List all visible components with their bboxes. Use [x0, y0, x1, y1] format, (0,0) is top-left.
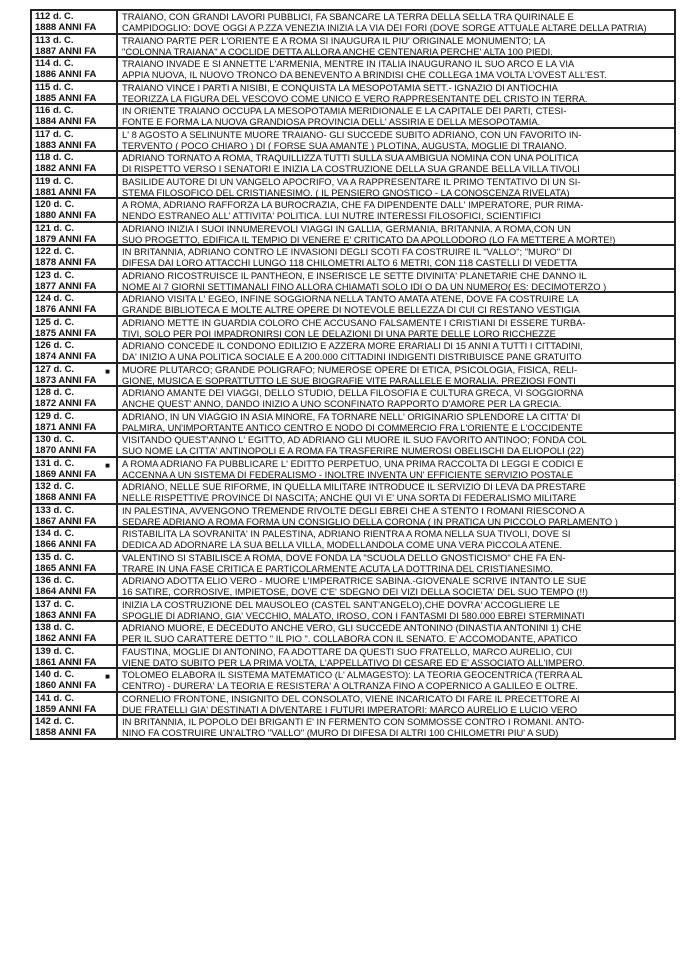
table-row [30, 35, 676, 59]
table-row [30, 599, 676, 623]
year-cell [32, 129, 118, 151]
table-row [30, 317, 676, 341]
year-label: 122 d. C. [35, 246, 75, 257]
year-label: 121 d. C. [35, 222, 75, 234]
event-line-1: ADRIANO AMANTE DEI VIAGGI, DELLO STUDIO, DELLA FILOSOFIA E CULTURA GRECA, VI SOGGIORNA [122, 387, 584, 398]
year-label: 141 d. C. [35, 692, 75, 704]
year-cell [32, 246, 118, 268]
year-cell [32, 599, 118, 621]
year-label: 116 d. C. [35, 105, 74, 116]
years-ago-label: 1876 ANNI FA [35, 304, 97, 315]
event-line-2: CENTRO) - DURERA' LA TEORIA E RESISTERA' A OLTRANZA FINO A COPERNICO A GALILEO E OLTRE. [122, 680, 578, 691]
event-line-1: TRAIANO INVADE E SI ANNETTE L'ARMENIA, MENTRE IN ITALIA INAUGURANO IL SUO ARCO E LA VIA [122, 58, 575, 69]
event-text [118, 669, 674, 691]
year-cell [32, 364, 118, 386]
table-row [30, 669, 676, 693]
event-line-2: NELLE RISPETTIVE PROVINCE DI NASCITA; ANCHE QUI VI E' UNA SORTA DI FEDERALISMO MILITARE [122, 492, 577, 503]
event-text [118, 176, 674, 198]
table-row [30, 223, 676, 247]
year-cell [32, 293, 118, 315]
event-line-1: VALENTINO SI STABILISCE A ROMA, DOVE FONDA LA "SCUOLA DELLO GNOSTICISMO" CHE FA EN- [122, 551, 566, 563]
table-row [30, 82, 676, 106]
event-line-2: DI RISPETTO VERSO I SENATORI E INIZIA LA COSTRUZIONE DELLA SUA GRANDE BELLA VILLA TIVOLI [122, 163, 580, 174]
event-text [118, 411, 674, 433]
table-row [30, 11, 676, 35]
year-label: 129 d. C. [35, 410, 75, 422]
table-row [30, 552, 676, 576]
table-row [30, 411, 676, 435]
event-text [118, 458, 674, 480]
event-line-1: VISITANDO QUEST'ANNO L' EGITTO, AD ADRIANO GLI MUORE IL SUO FAVORITO ANTINOO; FONDA COL [122, 434, 587, 445]
year-cell [32, 716, 118, 738]
event-line-2: VIENE DATO SUBITO PER LA PRIMA VOLTA, L'APPELLATIVO DI CESARE ED E' ASSOCIATO ALL'IMPERO. [122, 656, 585, 667]
years-ago-label: 1871 ANNI FA [35, 421, 97, 433]
event-line-1: BASILIDE AUTORE DI UN VANGELO APOCRIFO, VA A RAPPRESENTARE IL PRIMO TENTATIVO DI UN SI- [122, 175, 581, 187]
years-ago-label: 1862 ANNI FA [35, 633, 97, 644]
event-line-2: TIVI, SOLO PER POI IMPADRONIRSI CON LE DELAZIONI DI UNA PARTE DELLE LORO RICCHEZZE [122, 327, 556, 338]
years-ago-label: 1877 ANNI FA [35, 280, 97, 292]
year-cell [32, 11, 118, 33]
year-label: 142 d. C. [35, 716, 75, 727]
event-line-1: ADRIANO ADOTTA ELIO VERO - MUORE L'IMPERATRICE SABINA.-GIOVENALE SCRIVE INTANTO LE SUE [122, 575, 587, 586]
table-row [30, 199, 676, 223]
event-line-2: SUO PROGETTO, EDIFICA IL TEMPIO DI VENERE E' CRITICATO DA APOLLODORO (LO FA METTERE A MORTE!) [122, 233, 616, 244]
years-ago-label: 1874 ANNI FA [35, 351, 97, 362]
year-cell [32, 387, 118, 409]
event-text [118, 270, 674, 292]
event-line-1: ADRIANO INIZIA I SUOI INNUMEREVOLI VIAGGI IN GALLIA, GERMANIA, BRITANNIA. A ROMA,CON UN [122, 222, 571, 234]
event-text [118, 716, 674, 738]
year-label: 140 d. C. [35, 669, 75, 680]
years-ago-label: 1880 ANNI FA [35, 210, 97, 221]
year-cell [32, 575, 118, 597]
year-cell [32, 622, 118, 644]
event-line-1: TRAIANO, CON GRANDI LAVORI PUBBLICI, FA SBANCARE LA TERRA DELLA SELLA TRA QUIRINALE E [122, 11, 574, 22]
year-label: 137 d. C. [35, 598, 75, 610]
year-cell [32, 199, 118, 221]
event-text [118, 528, 674, 550]
years-ago-label: 1859 ANNI FA [35, 703, 97, 715]
event-line-2: DEDICA AD ADORNARE LA SUA BELLA VILLA, MODELLANDOLA COME UNA VERA PICCOLA ATENE. [122, 539, 563, 550]
event-text [118, 481, 674, 503]
year-label: 136 d. C. [35, 575, 75, 586]
event-line-1: IN BRITANNIA, IL POPOLO DEI BRIGANTI E' IN FERMENTO CON SOMMOSSE CONTRO I ROMANI. ANTO- [122, 716, 585, 727]
years-ago-label: 1870 ANNI FA [35, 445, 97, 456]
event-line-2: ANCHE QUEST' ANNO, DANDO INIZIO A UNO SCONFINATO RAPPORTO D'AMORE PER LA GRECIA. [122, 398, 562, 409]
event-text [118, 552, 674, 574]
event-line-1: ADRIANO CONCEDE IL CONDONO EDILIZIO E AZZERA MORE ERARIALI DI 15 ANNI A TUTTI I CITTADINI, [122, 340, 583, 351]
event-line-1: CORNELIO FRONTONE, INSIGNITO DEL CONSOLATO, VIENE INCARICATO DI FARE IL PRECETTORE AI [122, 692, 580, 704]
event-line-1: ADRIANO RICOSTRUISCE IL PANTHEON, E INSERISCE LE SETTE DIVINITA' PLANETARIE CHE DANNO IL [122, 269, 587, 281]
year-label: 128 d. C. [35, 387, 75, 398]
event-line-2: TRARE IN UNA FASE CRITICA E PARTICOLARMENTE ACUTA LA DOTTRINA DEL CRISTIANESIMO. [122, 562, 553, 573]
event-text [118, 82, 674, 104]
year-cell [32, 58, 118, 80]
event-line-2: ACCENNA A UN SISTEMA DI FEDERALISMO - INOLTRE INVENTA UN' EFFICIENTE SERVIZIO POSTALE [122, 468, 574, 479]
year-cell [32, 176, 118, 198]
event-line-1: IN BRITANNIA, ADRIANO CONTRO LE INVASIONI DEGLI SCOTI FA COSTRUIRE IL "VALLO"; "MURO" DI [122, 246, 573, 257]
year-cell [32, 105, 118, 127]
years-ago-label: 1881 ANNI FA [35, 186, 97, 198]
year-cell [32, 152, 118, 174]
event-line-1: L' 8 AGOSTO A SELINUNTE MUORE TRAIANO- GLI SUCCEDE SUBITO ADRIANO, CON UN FAVORITO IN- [122, 128, 582, 140]
table-row [30, 458, 676, 482]
table-row [30, 270, 676, 294]
event-line-1: ADRIANO, IN UN VIAGGIO IN ASIA MINORE, FA TORNARE NELL' ORIGINARIO SPLENDORE LA CITTA' DI [122, 410, 581, 422]
event-line-2: DIFESA DAI LORO ATTACCHI LUNGO 118 CHILOMETRI ALTO 6 METRI, CON 118 CASTELLI DI VEDETTA [122, 257, 578, 268]
years-ago-label: 1860 ANNI FA [35, 680, 97, 691]
event-text [118, 340, 674, 362]
event-line-1: IN PALESTINA, AVVENGONO TREMENDE RIVOLTE DEGLI EBREI CHE A STENTO I ROMANI RIESCONO A [122, 504, 585, 516]
year-cell [32, 552, 118, 574]
year-label: 113 d. C. [35, 34, 74, 46]
year-label: 115 d. C. [35, 81, 74, 93]
table-row [30, 364, 676, 388]
year-label: 118 d. C. [35, 152, 74, 163]
year-label: 139 d. C. [35, 645, 75, 657]
years-ago-label: 1866 ANNI FA [35, 539, 97, 550]
year-label: 138 d. C. [35, 622, 75, 633]
event-line-2: PALMIRA, UN'IMPORTANTE ANTICO CENTRO E NODO DI COMMERCIO FRA L'ORIENTE E L'OCCIDENTE [122, 421, 583, 432]
year-label: 135 d. C. [35, 551, 75, 563]
event-line-1: A ROMA ADRIANO FA PUBBLICARE L' EDITTO PERPETUO, UNA PRIMA RACCOLTA DI LEGGI E CODICI E [122, 457, 584, 469]
event-text [118, 129, 674, 151]
table-row [30, 340, 676, 364]
year-label: 132 d. C. [35, 481, 75, 492]
years-ago-label: 1873 ANNI FA [35, 374, 97, 386]
square-bullet-icon: ■ [105, 460, 110, 470]
event-line-1: MUORE PLUTARCO; GRANDE POLIGRAFO; NUMEROSE OPERE DI ETICA, PSICOLOGIA, FISICA, RELI- [122, 363, 578, 375]
table-row [30, 152, 676, 176]
table-row [30, 693, 676, 717]
years-ago-label: 1879 ANNI FA [35, 233, 97, 245]
year-cell [32, 669, 118, 691]
table-row [30, 105, 676, 129]
event-text [118, 646, 674, 668]
event-line-1: TOLOMEO ELABORA IL SISTEMA MATEMATICO (L' ALMAGESTO): LA TEORIA GEOCENTRICA (TERRA AL [122, 669, 583, 680]
year-label: 134 d. C. [35, 528, 75, 539]
year-cell [32, 434, 118, 456]
event-line-1: IN ORIENTE TRAIANO OCCUPA LA MESOPOTAMIA MERIDIONALE E LA CAPITALE DEI PARTI, CTESI- [122, 105, 567, 116]
event-line-2: TERVENTO ( POCO CHIARO ) DI ( FORSE SUA AMANTE ) PLOTINA, AUGUSTA, MOGLIE DI TRAIANO. [122, 139, 567, 150]
year-label: 130 d. C. [35, 434, 75, 445]
event-line-2: PER IL SUO CARATTERE DETTO " IL PIO ". COLLABORA CON IL SENATO. E' ACCOMODANTE, APATICO [122, 633, 578, 644]
table-row [30, 528, 676, 552]
year-cell [32, 411, 118, 433]
table-row [30, 505, 676, 529]
event-line-2: SPOGLIE DI ADRIANO, GIA' VECCHIO, MALATO, IROSO, CON I FANTASMI DI 580.000 EBREI STERMINATI [122, 609, 585, 620]
event-line-2: DUE FRATELLI GIA' DESTINATI A DIVENTARE I FUTURI IMPERATORI: MARCO AURELIO E LUCIO VERO [122, 703, 578, 714]
years-ago-label: 1875 ANNI FA [35, 327, 97, 339]
years-ago-label: 1861 ANNI FA [35, 656, 97, 668]
year-label: 112 d. C. [35, 11, 74, 22]
years-ago-label: 1869 ANNI FA [35, 468, 97, 480]
years-ago-label: 1887 ANNI FA [35, 45, 97, 57]
event-line-1: FAUSTINA, MOGLIE DI ANTONINO, FA ADOTTARE DA QUESTI SUO FRATELLO, MARCO AURELIO, CUI [122, 645, 573, 657]
event-text [118, 246, 674, 268]
event-line-2: DA' INIZIO A UNA POLITICA SOCIALE E A 200.000 CITTADINI INDIGENTI DISTRIBUISCE PANE GRATUITO [122, 351, 582, 362]
years-ago-label: 1863 ANNI FA [35, 609, 97, 621]
year-cell [32, 317, 118, 339]
event-line-2: CAMPIDOGLIO: DOVE OGGI A P.ZZA VENEZIA INIZIA LA VIA DEI FORI (DOVE SORGE ATTUALE ALTARE DELLA PATRIA) [122, 22, 647, 33]
event-line-1: ADRIANO METTE IN GUARDIA COLORO CHE ACCUSANO FALSAMENTE I CRISTIANI DI ESSERE TURBA- [122, 316, 586, 328]
year-cell [32, 505, 118, 527]
table-row [30, 58, 676, 82]
year-cell [32, 270, 118, 292]
years-ago-label: 1882 ANNI FA [35, 163, 97, 174]
year-label: 123 d. C. [35, 269, 75, 281]
year-cell [32, 481, 118, 503]
event-line-1: ADRIANO MUORE, E DECEDUTO ANCHE VERO, GLI SUCCEDE ANTONINO (DINASTIA ANTONINI 1) CHE [122, 622, 582, 633]
event-text [118, 693, 674, 715]
years-ago-label: 1886 ANNI FA [35, 69, 97, 80]
year-label: 133 d. C. [35, 504, 75, 516]
event-line-1: TRAIANO PARTE PER L'ORIENTE E A ROMA SI INAUGURA IL PIU' ORIGINALE MONUMENTO; LA [122, 34, 546, 46]
square-bullet-icon: ■ [105, 672, 110, 681]
table-row [30, 716, 676, 740]
event-text [118, 105, 674, 127]
table-row [30, 176, 676, 200]
years-ago-label: 1868 ANNI FA [35, 492, 97, 503]
table-row [30, 387, 676, 411]
event-text [118, 58, 674, 80]
table-row [30, 575, 676, 599]
event-text [118, 199, 674, 221]
years-ago-label: 1878 ANNI FA [35, 257, 97, 268]
event-text [118, 387, 674, 409]
table-row [30, 246, 676, 270]
years-ago-label: 1858 ANNI FA [35, 727, 97, 738]
year-cell [32, 528, 118, 550]
year-label: 127 d. C. [35, 363, 75, 375]
event-line-2: SEDARE ADRIANO A ROMA FORMA UN CONSIGLIO DELLA CORONA ( IN PRATICA UN PICCOLO PARLAMENTO ) [122, 515, 618, 526]
square-bullet-icon: ■ [105, 366, 110, 376]
event-line-2: APPIA NUOVA, IL NUOVO TRONCO DA BENEVENTO A BRINDISI CHE COLLEGA 1MA VOLTA L'OVEST ALL'EST. [122, 69, 607, 80]
event-line-2: GIONE, MUSICA E SOPRATTUTTO LE SUE BIOGRAFIE VITE PARALLELE E MORALIA. PREZIOSI FONTI [122, 374, 576, 385]
event-line-2: 16 SATIRE, CORROSIVE, IMPIETOSE, DOVE C'E' SDEGNO DEI VIZI DELLA SOCIETA' DEL SUO TEMPO (!!) [122, 586, 588, 597]
event-line-2: SUO NOME LA CITTA' ANTINOPOLI E A ROMA FA TRASFERIRE NUMEROSI OBELISCHI DA ELIOPOLI (22) [122, 445, 584, 456]
years-ago-label: 1883 ANNI FA [35, 139, 97, 151]
years-ago-label: 1867 ANNI FA [35, 515, 97, 527]
event-line-1: INIZIA LA COSTRUZIONE DEL MAUSOLEO (CASTEL SANT'ANGELO),CHE DOVRA' ACCOGLIERE LE [122, 598, 560, 610]
year-label: 124 d. C. [35, 293, 75, 304]
table-row [30, 481, 676, 505]
event-line-1: RISTABILITA LA SOVRANITA' IN PALESTINA, ADRIANO RIENTRA A ROMA NELLA SUA TIVOLI, DOVE SI [122, 528, 571, 539]
event-line-2: STEMA FILOSOFICO DEL CRISTIANESIMO. ( IL PENSIERO GNOSTICO - LA CONOSCENZA RIVELATA) [122, 186, 570, 197]
years-ago-label: 1885 ANNI FA [35, 92, 97, 104]
event-line-2: NOME AI 7 GIORNI SETTIMANALI FINO ALLORA CHIAMATI SOLO IDI O DA UN NUMERO( ES: DECIMOTERZO ) [122, 280, 607, 291]
years-ago-label: 1872 ANNI FA [35, 398, 97, 409]
event-text [118, 152, 674, 174]
event-text [118, 35, 674, 57]
year-label: 117 d. C. [35, 128, 74, 140]
event-text [118, 575, 674, 597]
years-ago-label: 1888 ANNI FA [35, 22, 97, 33]
year-cell [32, 35, 118, 57]
event-line-1: ADRIANO, NELLE SUE RIFORME, IN QUELLA MILITARE INTRODUCE IL SERVIZIO DI LEVA DA PRESTARE [122, 481, 586, 492]
event-text [118, 434, 674, 456]
event-line-1: A ROMA, ADRIANO RAFFORZA LA BUROCRAZIA, CHE FA DIPENDENTE DALL' IMPERATORE, PUR RIMA- [122, 199, 584, 210]
event-line-1: ADRIANO VISITA L' EGEO, INFINE SOGGIORNA NELLA TANTO AMATA ATENE, DOVE FA COSTRUIRE LA [122, 293, 579, 304]
event-text [118, 11, 674, 33]
year-cell [32, 340, 118, 362]
year-cell [32, 646, 118, 668]
year-cell [32, 693, 118, 715]
year-cell [32, 82, 118, 104]
years-ago-label: 1884 ANNI FA [35, 116, 97, 127]
year-label: 119 d. C. [35, 175, 74, 187]
event-text [118, 223, 674, 245]
event-line-2: FONTE E FORMA LA NUOVA GRANDIOSA PROVINCIA DELL' ASSIRIA E DELLA MESOPOTAMIA. [122, 116, 541, 127]
event-text [118, 599, 674, 621]
year-label: 126 d. C. [35, 340, 75, 351]
chronology-table [30, 9, 676, 740]
event-line-2: NINO FA COSTRUIRE UN'ALTRO "VALLO" (MURO DI DIFESA DI ALTRI 100 CHILOMETRI PIU' A SUD) [122, 727, 559, 738]
year-label: 125 d. C. [35, 316, 75, 328]
event-line-2: "COLONNA TRAIANA" A COCLIDE DETTA ALLORA ANCHE CENTENARIA PERCHE' ALTA 100 PIEDI. [122, 45, 553, 56]
event-text [118, 505, 674, 527]
table-row [30, 434, 676, 458]
table-row [30, 293, 676, 317]
year-label: 120 d. C. [35, 199, 75, 210]
event-line-2: NENDO ESTRANEO ALL' ATTIVITA' POLITICA. LUI NUTRE INTERESSI FILOSOFICI, SCIENTIFICI [122, 210, 541, 221]
event-text [118, 622, 674, 644]
table-row [30, 622, 676, 646]
years-ago-label: 1865 ANNI FA [35, 562, 97, 574]
years-ago-label: 1864 ANNI FA [35, 586, 97, 597]
event-line-2: TEORIZZA LA FIGURA DEL VESCOVO COME UNICO E VERO RAPPRESENTANTE DEL CRISTO IN TERRA. [122, 92, 588, 103]
year-label: 131 d. C. [35, 457, 75, 469]
table-row [30, 129, 676, 153]
year-cell [32, 458, 118, 480]
year-label: 114 d. C. [35, 58, 74, 69]
event-text [118, 317, 674, 339]
event-text [118, 364, 674, 386]
event-text [118, 293, 674, 315]
year-cell [32, 223, 118, 245]
event-line-2: GRANDE BIBLIOTECA E MOLTE ALTRE OPERE DI NOTEVOLE BELLEZZA DI CUI CI RESTANO VESTIGIA [122, 304, 580, 315]
table-row [30, 646, 676, 670]
event-line-1: TRAIANO VINCE I PARTI A NISIBI, E CONQUISTA LA MESOPOTAMIA SETT.- IGNAZIO DI ANTIOCHIA [122, 81, 558, 93]
event-line-1: ADRIANO TORNATO A ROMA, TRAQUILLIZZA TUTTI SULLA SUA AMBIGUA NOMINA CON UNA POLITICA [122, 152, 579, 163]
